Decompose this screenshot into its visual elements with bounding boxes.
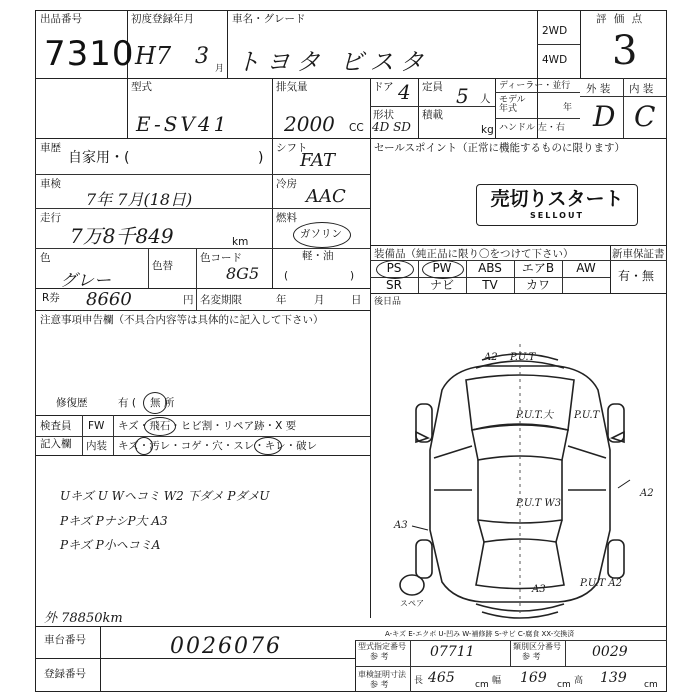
paren-close: ) [350,270,355,282]
equip-ps-circle [376,260,414,279]
first-registration-label: 初度登録年月 [131,13,194,25]
mileage-value: 7万8千849 [70,224,174,248]
sellout-stamp [476,184,638,226]
capacity-label: 定員 [422,81,443,93]
fuel-options: 軽・油 [302,250,334,262]
note-line-1: Uキズ U Wヘコミ W2 下ダメ PダメU [60,489,270,503]
interior-grade: C [634,100,656,133]
sellout-sub: SELLOUT [530,211,584,220]
length-value: 465 [428,670,455,686]
exterior-grade: D [593,100,616,133]
equip-leather: カワ [525,278,550,292]
mark-roof-put: P.U.T W3 [516,498,562,509]
drive-2wd-label: 2WD [542,25,568,37]
size-label: 車検証明寸法 [358,670,406,679]
exterior-label: 外 装 [586,83,611,95]
mark-left-a3: A3 [394,520,408,531]
repair-history-label: 修復歴 [56,397,88,409]
inspector-label-1: 検査員 [40,420,72,432]
inspection-label: 車検 [40,178,61,190]
spare-label: スペア [400,599,424,608]
height-label: 高 [574,676,584,686]
type-number-label: 型式指定番号 [358,642,406,651]
ac-value: AAC [306,186,346,207]
width-label: 幅 [492,676,502,686]
fw-label: FW [88,420,105,432]
handle-label: ハンドル 左・右 [499,123,565,133]
shift-label: シフト [276,142,308,154]
month-unit: 月 [215,64,225,74]
mark-front-put: P.U.T [510,352,536,363]
score-label: 評 価 点 [596,13,645,25]
displacement-label: 排気量 [276,81,308,93]
interior-label: 内 装 [629,83,654,95]
displacement-value: 2000 [284,112,335,136]
sales-point-label: セールスポイント（正常に機能するものに限ります） [374,142,626,154]
transfer-month: 月 [314,294,325,306]
first-registration-month: 3 [195,44,209,69]
color-label: 色 [40,252,51,264]
person-unit: 人 [480,93,491,105]
after-items-label: 後日品 [374,297,402,307]
repair-history-none: 無 所 [150,397,175,409]
door-value: 4 [398,80,411,104]
equipment-title: 装備品（純正品に限り〇をつけて下さい） [374,248,574,260]
length-label: 長 [414,676,424,686]
recycle-label: R券 [42,292,60,304]
usage-close: ) [258,150,264,166]
shift-value: FAT [300,150,335,171]
mark-rear-a3: A3 [532,584,546,595]
drive-4wd-label: 4WD [542,54,568,66]
sellout-text: 売切りスタート [490,188,624,210]
equip-aw: AW [576,261,596,275]
km-unit: km [232,236,249,248]
ac-label: 冷房 [276,178,297,190]
registration-label: 登録番号 [44,668,86,680]
fw-items: キズ・飛石・ヒビ割・リペア跡・X 要 [118,420,297,432]
equip-airbag: エアB [521,261,555,275]
lot-number: 7310 [44,34,135,74]
dealer-label: ディーラー・並行 [499,81,571,91]
note-line-2: Pキズ PナシP大 A3 [60,514,168,528]
yen-unit: 円 [183,294,194,306]
repair-history-value: 有 ( [118,397,136,409]
transfer-year: 年 [276,294,287,306]
color-change-label: 色替 [152,260,173,272]
door-label: ドア [373,81,394,93]
capacity-value: 5 [456,84,469,108]
int-circle-2 [254,437,282,455]
color-code-value: 8G5 [226,264,260,283]
class-number-label: 類別区分番号 [513,642,561,651]
height-unit: cm [644,680,658,690]
model-label: 型式 [131,81,152,93]
chassis-value: 0026076 [170,634,282,659]
fuel-value: ガソリン [300,228,342,240]
load-label: 積載 [422,109,443,121]
mark-hood-put: P.U.T.大 [516,410,553,421]
class-number-ref: 参 考 [522,652,541,661]
size-ref: 参 考 [370,680,389,689]
type-number-value: 07711 [430,644,475,660]
equip-sr: SR [386,278,402,292]
warranty-label: 新車保証書 [612,248,665,260]
equip-abs: ABS [478,261,502,275]
model-value: E-SV41 [136,112,230,136]
shape-label: 形状 [373,109,394,121]
interior-check-items: キズ・汚レ・コゲ・穴・スレ・キレ・破レ [118,440,318,452]
equip-ps: PS [386,261,402,275]
kg-unit: kg [481,124,494,136]
int-circle-1 [135,437,153,455]
mark-right-a2: A2 [640,488,654,499]
usage-value: 自家用・( [68,150,130,166]
width-unit: cm [557,680,571,690]
type-number-ref: 参 考 [370,652,389,661]
color-value: グレー [60,271,111,291]
inspector-label-2: 記入欄 [40,438,72,450]
equip-pw-circle [422,260,464,279]
score-value: 3 [612,28,638,74]
transfer-label: 名変期限 [200,294,242,306]
color-code-label: 色コード [200,252,242,264]
repair-none-circle [143,392,167,414]
class-number-value: 0029 [592,644,628,660]
cc-unit: CC [349,122,364,134]
shape-value: 4D SD [372,120,411,134]
mark-front-a2: A2 [484,352,498,363]
interior-check-label: 内装 [86,440,107,452]
first-registration-era: H7 [135,42,172,70]
fuel-label: 燃料 [276,212,297,224]
recycle-value: 8660 [86,289,132,310]
car-name-value: トヨタ ビスタ [236,48,430,76]
mark-right-put: P.U.T [574,410,600,421]
note-line-3: Pキズ P小ヘコミA [60,538,161,552]
mileage-label: 走行 [40,212,61,224]
equip-pw: PW [432,261,452,275]
mark-rear-put: P.U.T A2 [580,578,623,589]
transfer-day: 日 [351,294,362,306]
lot-label: 出品番号 [40,13,82,25]
model-year-label: モデル 年式 [499,95,526,114]
car-name-label: 車名・グレード [232,13,306,25]
equip-navi: ナビ [429,278,454,292]
paren-open: ( [284,270,289,282]
warranty-value: 有・無 [618,269,655,283]
car-damage-diagram [372,330,666,626]
chassis-label: 車台番号 [44,634,86,646]
inspection-value: 7年 7月(18日) [86,190,193,209]
height-value: 139 [600,670,627,686]
width-value: 169 [520,670,547,686]
equip-tv: TV [482,278,498,292]
damage-legend: A-キズ E-エクボ U-凹み W-補修跡 S-サビ C-腐食 XX-交換済 [385,630,575,638]
year-unit: 年 [563,103,573,113]
notes-title: 注意事項申告欄（不具合内容等は具体的に記入して下さい） [40,314,324,326]
usage-label: 車歴 [40,142,61,154]
note-line-4: 外 78850km [44,611,123,626]
fw-circle [144,417,176,436]
length-unit: cm [475,680,489,690]
